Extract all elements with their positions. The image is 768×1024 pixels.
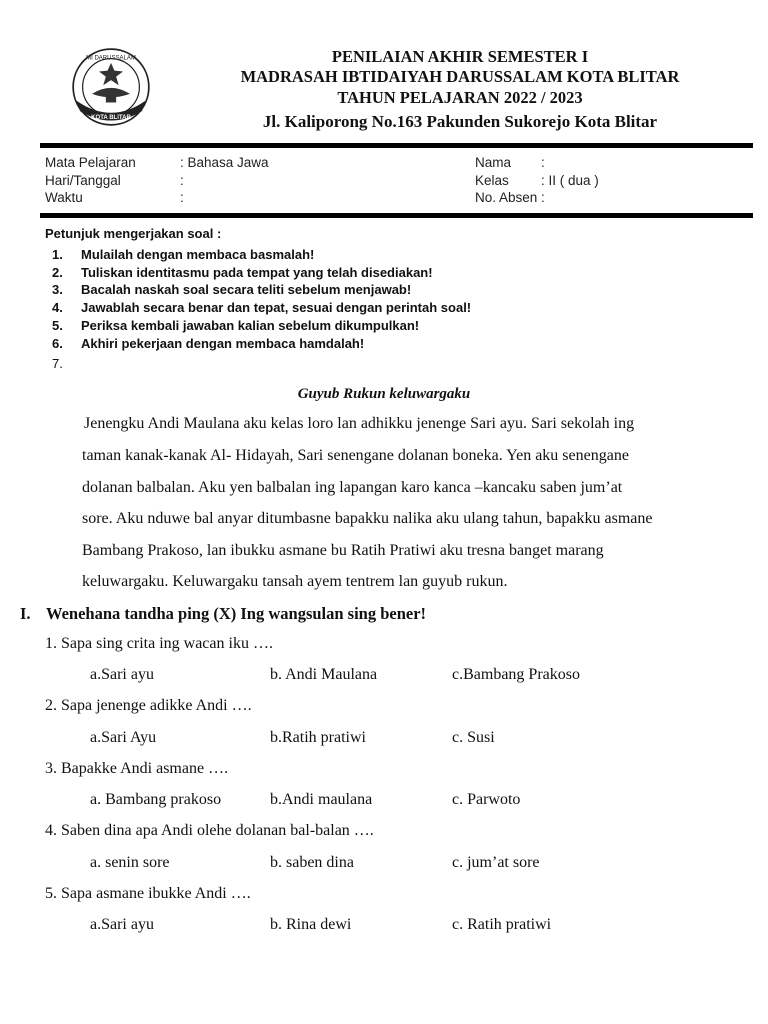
story-line: keluwargaku. Keluwargaku tansah ayem tentrem lan guyub rukun. [82,573,508,590]
answer-option-b[interactable]: b. saben dina [270,854,354,871]
day-date-label: Hari/Tanggal [45,173,121,188]
class-value[interactable]: : II ( dua ) [541,173,599,188]
identity-divider [40,213,753,218]
instruction-text: Tuliskan identitasmu pada tempat yang telah disediakan! [81,265,433,280]
school-address: Jl. Kaliporong No.163 Pakunden Sukorejo Kota Blitar [262,112,658,131]
instruction-text: Jawablah secara benar dan tepat, sesuai dengan perintah soal! [81,300,472,315]
logo-bottom-text: KOTA BLITAR [91,114,131,121]
exam-title: PENILAIAN AKHIR SEMESTER I [331,47,589,66]
instruction-number: 7. [52,356,63,371]
question-text: 3. Bapakke Andi asmane …. [45,760,229,777]
instruction-number: 2. [52,265,63,280]
section-number: I. [20,604,31,623]
school-name: MADRASAH IBTIDAIYAH DARUSSALAM KOTA BLITAR [240,67,680,86]
instruction-text: Akhiri pekerjaan dengan membaca hamdalah! [81,336,365,351]
day-date-value[interactable]: : [180,173,184,188]
instruction-number: 4. [52,300,63,315]
instructions-title: Petunjuk mengerjakan soal : [45,226,222,241]
class-label: Kelas [475,173,509,188]
answer-option-a[interactable]: a.Sari ayu [90,916,154,933]
attendance-number-value[interactable]: : [541,190,545,205]
question-text: 4. Saben dina apa Andi olehe dolanan bal-balan …. [45,822,374,839]
logo-top-text: MI DARUSSALAM [86,55,136,62]
instruction-text: Mulailah dengan membaca basmalah! [81,247,315,262]
answer-option-a[interactable]: a. senin sore [90,854,170,871]
instruction-number: 6. [52,336,63,351]
instruction-text: Periksa kembali jawaban kalian sebelum dikumpulkan! [81,318,420,333]
name-label: Nama [475,155,512,170]
answer-option-a[interactable]: a.Sari Ayu [90,729,157,746]
section-title: Wenehana tandha ping (X) Ing wangsulan sing bener! [46,604,427,623]
answer-option-b[interactable]: b. Andi Maulana [270,666,378,683]
answer-option-c[interactable]: c. Susi [452,729,495,746]
answer-option-c[interactable]: c. jum’at sore [452,854,540,871]
answer-option-c[interactable]: c. Parwoto [452,791,521,808]
instruction-text: Bacalah naskah soal secara teliti sebelum menjawab! [81,282,412,297]
header-divider [40,143,753,148]
answer-option-c[interactable]: c. Ratih pratiwi [452,916,552,933]
answer-option-c[interactable]: c.Bambang Prakoso [452,666,580,683]
subject-label: Mata Pelajaran [45,155,136,170]
academic-year: TAHUN PELAJARAN 2022 / 2023 [337,88,583,107]
instruction-number: 1. [52,247,63,262]
instruction-number: 3. [52,282,63,297]
attendance-number-label: No. Absen [475,190,538,205]
name-value[interactable]: : [541,155,545,170]
story-line: sore. Aku nduwe bal anyar ditumbasne bapakku nalika aku ulang tahun, bapakku asmane [82,510,653,527]
question-text: 5. Sapa asmane ibukke Andi …. [45,885,251,902]
story-line: dolanan balbalan. Aku yen balbalan ing lapangan karo kanca –kancaku saben jum’at [82,479,623,496]
time-label: Waktu [45,190,83,205]
story-line: Jenengku Andi Maulana aku kelas loro lan adhikku jenenge Sari ayu. Sari sekolah ing [84,415,635,432]
instruction-number: 5. [52,318,63,333]
answer-option-a[interactable]: a. Bambang prakoso [90,791,222,808]
answer-option-b[interactable]: b.Ratih pratiwi [270,729,366,746]
answer-option-b[interactable]: b. Rina dewi [270,916,352,933]
question-text: 1. Sapa sing crita ing wacan iku …. [45,635,273,652]
story-line: taman kanak-kanak Al- Hidayah, Sari senengane dolanan boneka. Yen aku senengane [82,447,629,464]
question-text: 2. Sapa jenenge adikke Andi …. [45,697,252,714]
answer-option-a[interactable]: a.Sari ayu [90,666,154,683]
story-line: Bambang Prakoso, lan ibukku asmane bu Ratih Pratiwi aku tresna banget marang [82,542,604,559]
story-title: Guyub Rukun keluwargaku [297,386,471,402]
subject-value[interactable]: : Bahasa Jawa [180,155,269,170]
school-emblem-icon [68,44,154,130]
answer-option-b[interactable]: b.Andi maulana [270,791,373,808]
time-value[interactable]: : [180,190,184,205]
